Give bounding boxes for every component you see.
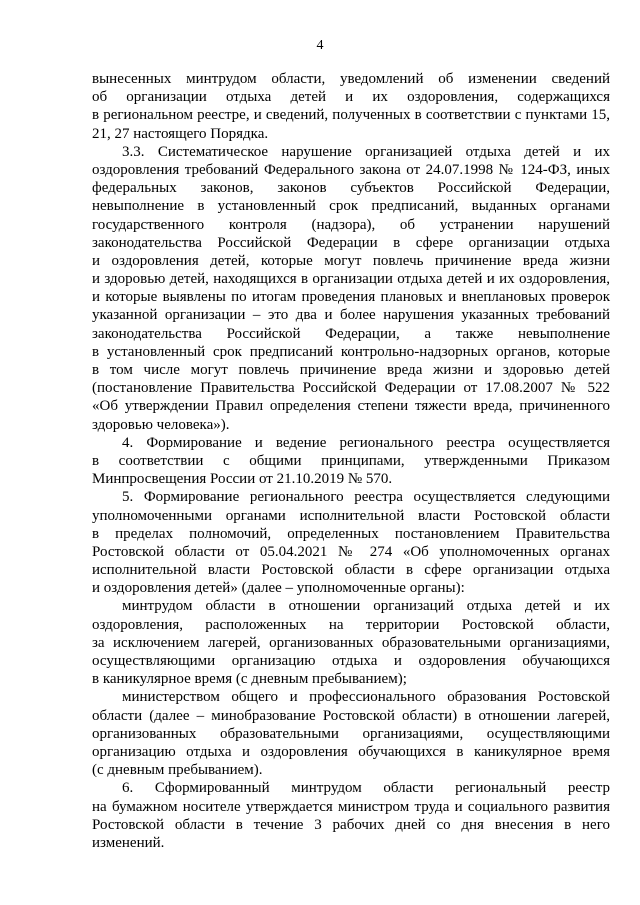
text-line: за исключением лагерей, организованных образовательными организациями, xyxy=(92,634,610,651)
text-line: и оздоровления детей» (далее – уполномоченные органы): xyxy=(92,580,465,597)
text-line: законодательства Российской Федерации в сфере организации отдыха xyxy=(92,234,610,251)
text-line: осуществляющими организацию отдыха и оздоровления обучающихся xyxy=(92,653,610,669)
text-line: и оздоровления детей, которые могут повлечь причинение вреда жизни xyxy=(92,252,610,269)
text-line: минтрудом области в отношении организаций отдыха детей и их xyxy=(122,598,610,615)
document-body xyxy=(92,70,610,852)
text-line: Ростовской области в течение 3 рабочих дней со дня внесения в него xyxy=(92,816,610,833)
text-line: и которые выявлены по итогам проведения плановых и внеплановых проверок xyxy=(92,289,610,306)
text-line: и здоровью детей, находящихся в организации отдыха детей и их оздоровления, xyxy=(92,271,610,288)
page-number: 4 xyxy=(316,38,324,53)
text-line: в пределах полномочий, определенных постановлением Правительства xyxy=(92,525,610,542)
text-line: на бумажном носителе утверждается министром труда и социального развития xyxy=(92,798,610,815)
text-line: организацию отдыха и оздоровления обучающихся в каникулярное время xyxy=(92,743,610,760)
text-line: 5. Формирование регионального реестра осуществляется следующими xyxy=(122,489,610,506)
text-line: (постановление Правительства Российской Федерации от 17.08.2007 № 522 xyxy=(92,380,610,397)
text-line: организованных образовательными организациями, осуществляющими xyxy=(92,725,610,742)
text-line: вынесенных минтрудом области, уведомлений об изменении сведений xyxy=(92,71,610,87)
text-line: об организации отдыха детей и их оздоровления, содержащихся xyxy=(92,89,610,106)
text-line: уполномоченными органами исполнительной власти Ростовской области xyxy=(92,507,610,524)
text-line: Ростовской области от 05.04.2021 № 274 «Об уполномоченных органах xyxy=(92,543,610,560)
text-line: государственного контроля (надзора), об устранении нарушений xyxy=(92,216,610,233)
text-line: области (далее – минобразование Ростовской области) в отношении лагерей, xyxy=(92,707,610,724)
text-line: 4. Формирование и ведение регионального реестра осуществляется xyxy=(122,434,610,451)
text-line: оздоровления, расположенных на территории Ростовской области, xyxy=(92,616,610,633)
text-line: в каникулярное время (с дневным пребыванием); xyxy=(92,671,407,688)
text-line: 21, 27 настоящего Порядка. xyxy=(92,125,269,142)
text-line: 3.3. Систематическое нарушение организацией отдыха детей и их xyxy=(122,143,610,160)
text-line: невыполнение в установленный срок предписаний, выданных органами xyxy=(92,198,610,215)
text-line: в установленный срок предписаний контрольно-надзорных органов, которые xyxy=(92,343,610,360)
text-line: 6. Сформированный минтрудом области региональный реестр xyxy=(122,780,610,797)
text-line: исполнительной власти Ростовской области в сфере организации отдыха xyxy=(92,562,610,579)
text-line: изменений. xyxy=(92,834,165,851)
text-line: законодательства Российской Федерации, а также невыполнение xyxy=(92,325,610,342)
text-line: здоровью человека»). xyxy=(92,416,230,433)
text-line: в том числе могут повлечь причинение вреда жизни и здоровью детей xyxy=(92,362,610,378)
text-line: в соответствии с общими принципами, утвержденными Приказом xyxy=(92,452,610,469)
text-line: в региональном реестре, и сведений, полученных в соответствии с пунктами 15, xyxy=(92,107,610,124)
text-line: «Об утверждении Правил определения степени тяжести вреда, причиненного xyxy=(92,398,610,415)
text-line: оздоровления требований Федерального закона от 24.07.1998 № 124-ФЗ, иных xyxy=(92,161,610,178)
text-line: Минпросвещения России от 21.10.2019 № 570. xyxy=(92,471,393,488)
text-line: (с дневным пребыванием). xyxy=(92,762,263,779)
text-line: указанной организации – это два и более нарушения указанных требований xyxy=(92,307,610,324)
text-line: федеральных законов, законов субъектов Российской Федерации, xyxy=(92,180,610,197)
text-line: министерством общего и профессионального образования Ростовской xyxy=(122,689,610,706)
